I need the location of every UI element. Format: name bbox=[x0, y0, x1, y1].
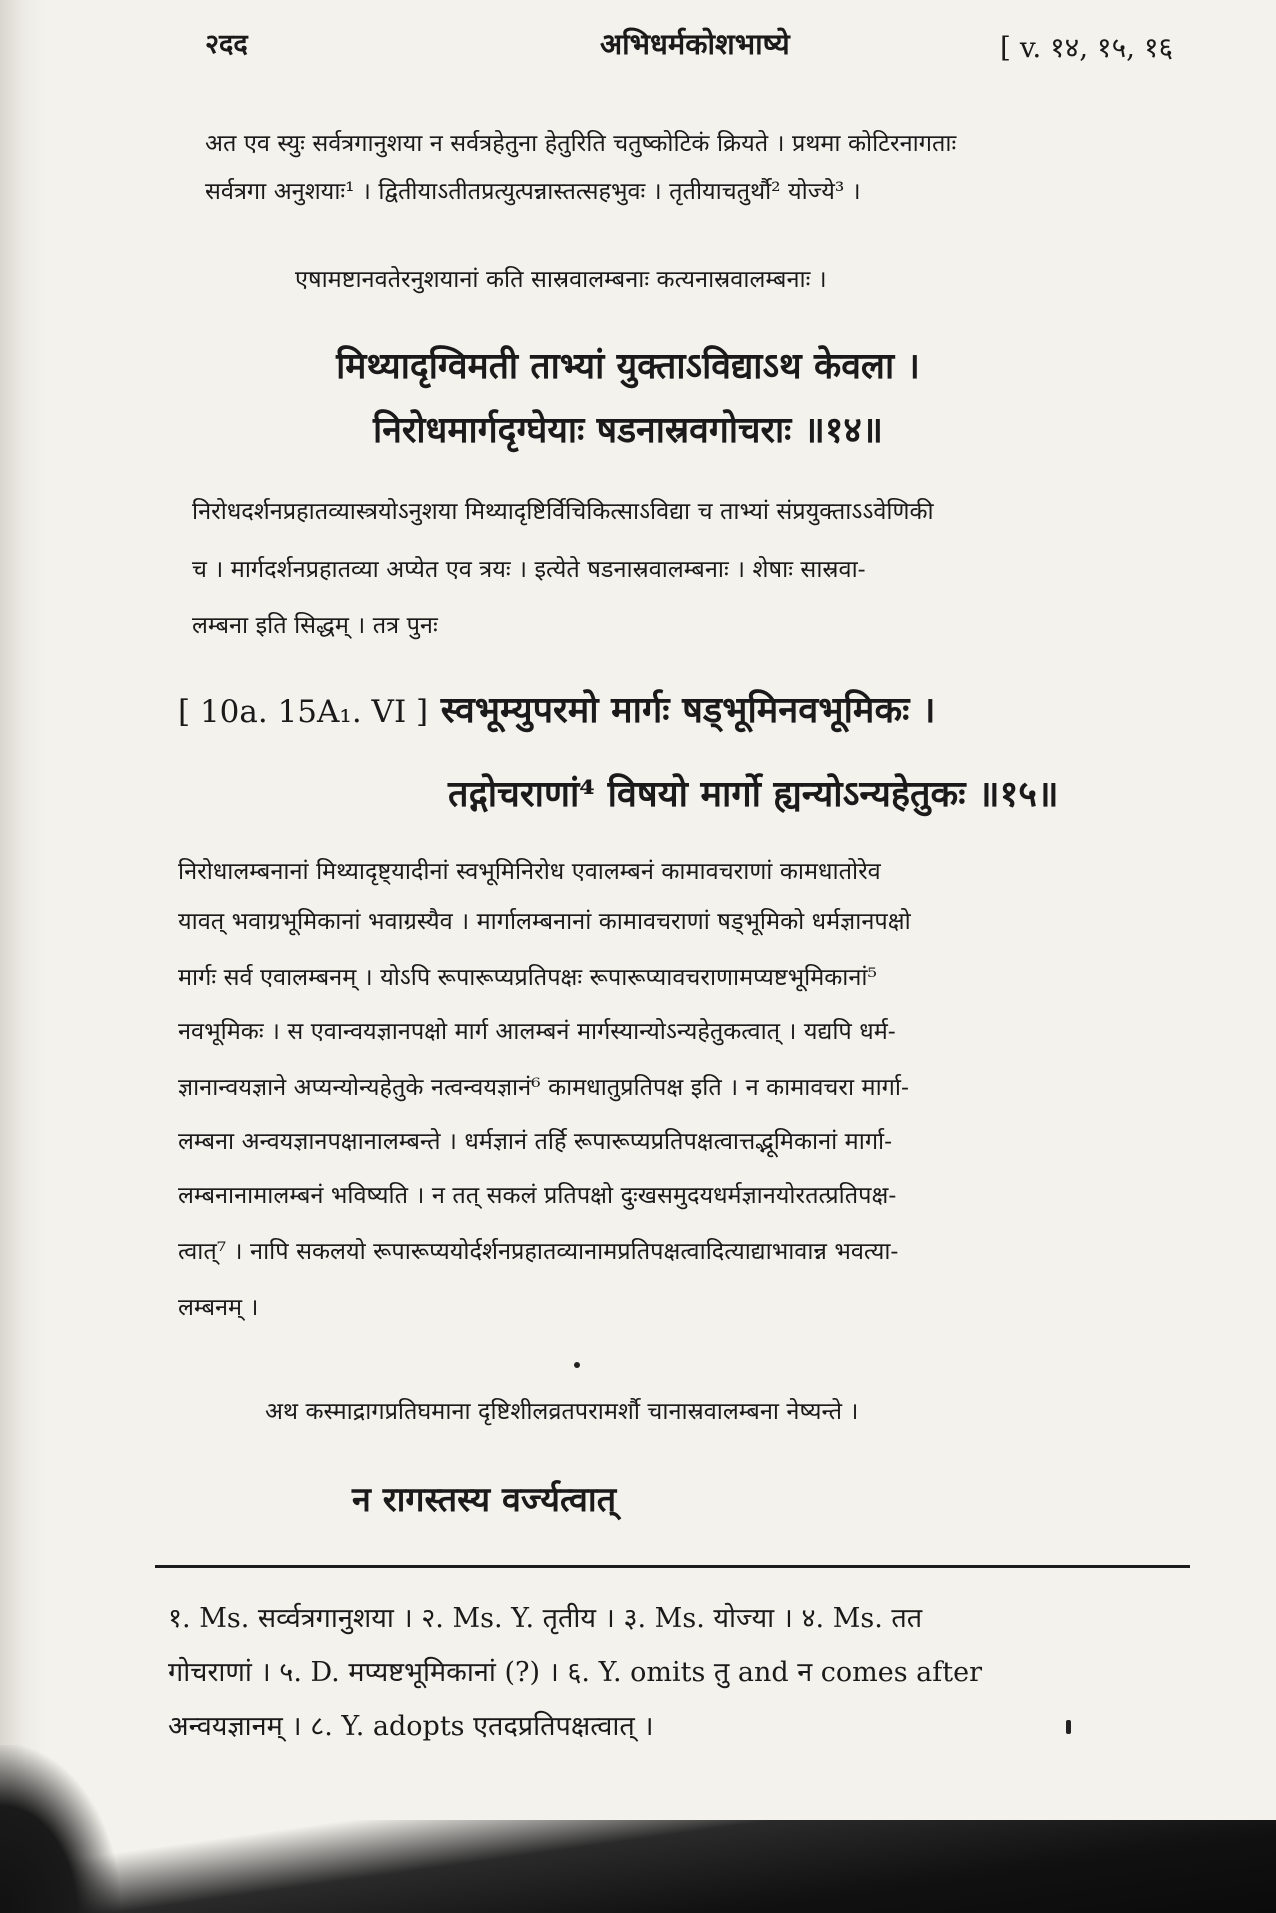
verse-15-line-1 bbox=[178, 684, 936, 733]
verse-range-reference: [ v. १४, १५, १६ bbox=[1000, 31, 1174, 64]
page-gutter-shadow bbox=[0, 0, 46, 1913]
prose-line: निरोधालम्बनानां मिथ्यादृष्ट्यादीनां स्वभूमिनिरोध एवालम्बनं कामावचराणां कामधातोरेव bbox=[178, 857, 881, 885]
prose-line: यावत् भवाग्रभूमिकानां भवाग्रस्यैव । मार्गालम्बनानां कामावचराणां षड्भूमिको धर्मज्ञानपक्षो bbox=[178, 907, 911, 935]
prose-line: निरोधदर्शनप्रहातव्यास्त्रयोऽनुशया मिथ्यादृष्टिर्विचिकित्साऽविद्या च ताभ्यां संप्रयुक्ताऽऽवेणिकी bbox=[192, 497, 934, 525]
prose-line: च । मार्गदर्शनप्रहातव्या अप्येत एव त्रयः । इत्येते षडनास्रवालम्बनाः । शेषाः सास्रवा- bbox=[192, 555, 866, 583]
prose-line: ज्ञानान्वयज्ञाने अप्यन्योन्यहेतुके नत्वन्वयज्ञानं⁶ कामधातुप्रतिपक्ष इति । न कामावचरा मार्गा- bbox=[178, 1073, 909, 1101]
prose-line: नवभूमिकः । स एवान्वयज्ञानपक्षो मार्ग आलम्बनं मार्गस्यान्योऽन्यहेतुकत्वात् । यद्यपि धर्म- bbox=[178, 1017, 896, 1045]
prose-line: अत एव स्युः सर्वत्रगानुशया न सर्वत्रहेतुना हेतुरिति चतुष्कोटिकं क्रियते । प्रथमा कोटिरनागताः bbox=[205, 129, 957, 157]
prose-line: त्वात्⁷ । नापि सकलयो रूपारूप्ययोर्दर्शनप्रहातव्यानामप्रतिपक्षत्वादित्याद्याभावान्न भवत्या- bbox=[178, 1237, 899, 1265]
ink-speck bbox=[574, 1362, 580, 1368]
prose-line: लम्बनानामालम्बनं भविष्यति । न तत् सकलं प्रतिपक्षो दुःखसमुदयधर्मज्ञानयोरतत्प्रतिपक्ष- bbox=[178, 1181, 897, 1209]
question-line: एषामष्टानवतेरनुशयानां कति सास्रवालम्बनाः कत्यनास्रवालम्बनाः । bbox=[295, 265, 827, 293]
ink-speck bbox=[1066, 1720, 1071, 1734]
page-number: २दद bbox=[205, 29, 248, 60]
verse-16-line-1: न रागस्तस्य वर्ज्यत्वात् bbox=[352, 1480, 617, 1520]
manuscript-folio-reference: [ 10a. 15A₁. VI ] bbox=[178, 694, 429, 730]
running-title: अभिधर्मकोशभाष्ये bbox=[600, 27, 790, 61]
verse-14-line-1: मिथ्यादृग्विमती ताभ्यां युक्ताऽविद्याऽथ केवला । bbox=[336, 345, 920, 387]
prose-line: लम्बना इति सिद्धम् । तत्र पुनः bbox=[192, 611, 438, 639]
verse-15-text-1: स्वभूम्युपरमो मार्गः षड्भूमिनवभूमिकः । bbox=[440, 689, 936, 731]
footnote-line: १. Ms. सर्व्वत्रगानुशया । २. Ms. Y. तृतीय । ३. Ms. योज्या । ४. Ms. तत bbox=[168, 1603, 923, 1634]
prose-line: मार्गः सर्व एवालम्बनम् । योऽपि रूपारूप्यप्रतिपक्षः रूपारूप्यावचराणामप्यष्टभूमिकानां⁵ bbox=[178, 963, 877, 991]
prose-line: लम्बनम् । bbox=[178, 1293, 259, 1321]
scan-shadow-corner bbox=[0, 1745, 120, 1913]
prose-line: लम्बना अन्वयज्ञानपक्षानालम्बन्ते । धर्मज्ञानं तर्हि रूपारूप्यप्रतिपक्षत्वात्तद्भूमिकानां मार्गा- bbox=[178, 1127, 893, 1155]
verse-14-line-2: निरोधमार्गदृग्घेयाः षडनास्रवगोचराः ॥१४॥ bbox=[373, 409, 883, 451]
verse-15-line-2: तद्गोचराणां⁴ विषयो मार्गो ह्यन्योऽन्यहेतुकः ॥१५॥ bbox=[448, 773, 1059, 815]
footnote-divider bbox=[155, 1565, 1190, 1568]
prose-line: सर्वत्रगा अनुशयाः¹ । द्वितीयाऽतीतप्रत्युत्पन्नास्तत्सहभुवः । तृतीयाचतुर्थौ² योज्ये³ । bbox=[205, 177, 861, 205]
question-line: अथ कस्माद्रागप्रतिघमाना दृष्टिशीलव्रतपरामर्शौ चानास्रवालम्बना नेष्यन्ते । bbox=[265, 1397, 859, 1425]
scan-shadow-bottom bbox=[0, 1820, 1276, 1913]
footnote-line: अन्वयज्ञानम् । ८. Y. adopts एतदप्रतिपक्षत्वात् । bbox=[168, 1711, 654, 1742]
footnote-line: गोचराणां । ५. D. मप्यष्टभूमिकानां (?) । ६. Y. omits तु and न comes after bbox=[168, 1657, 983, 1688]
